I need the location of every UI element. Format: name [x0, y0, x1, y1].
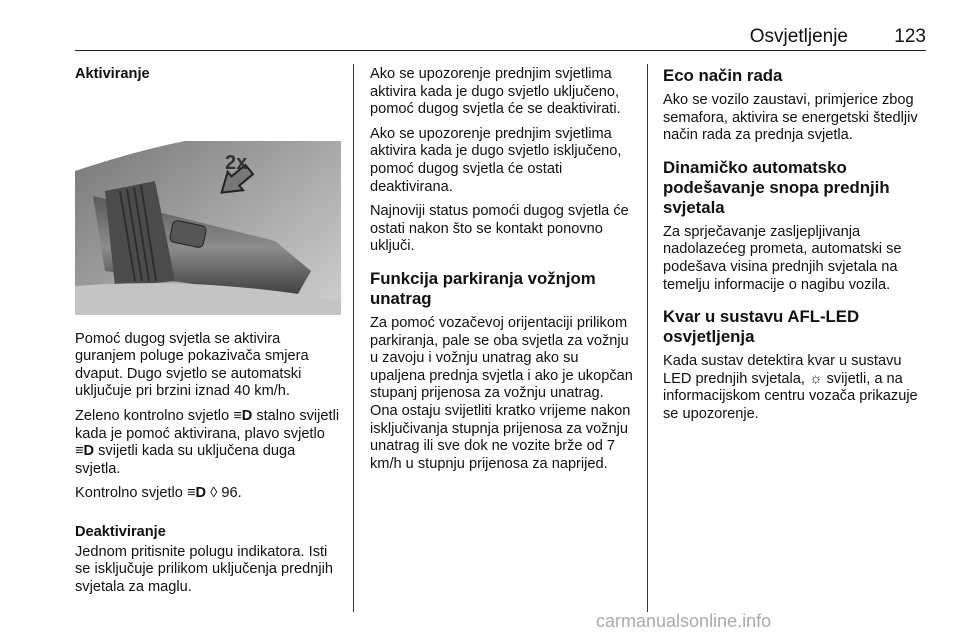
column-1: [75, 66, 341, 603]
section-heading-afl-fault: Kvar u sustavu AFL-LED osvjetljenja: [663, 307, 860, 347]
paragraph: [75, 485, 341, 503]
page-reference-icon: ◊: [210, 485, 218, 502]
lever-illustration: [75, 101, 341, 315]
page-number: 123: [894, 26, 926, 47]
push-twice-label: 2x: [225, 151, 248, 174]
section-heading-eco: Eco način rada: [663, 66, 783, 85]
page-reference: 96.: [221, 485, 242, 502]
paragraph: [663, 353, 925, 423]
paragraph: [75, 408, 341, 478]
high-beam-assist-icon: ≡D: [233, 407, 253, 424]
text-span: Kontrolno svjetlo: [75, 485, 183, 502]
column-2: [370, 66, 634, 480]
section-heading-aktiviranje: Aktiviranje: [75, 66, 150, 82]
headlight-fault-icon: ☼: [809, 370, 823, 387]
text-span: svijetli, a na informacijskom centru vozača prikazuje se upozorenje.: [663, 370, 918, 422]
paragraph: Ako se vozilo zaustavi, primjerice zbog semafora, aktivira se energetski štedljiv način rada za prednja svjetla.: [663, 92, 918, 144]
paragraph: Najnoviji status pomoći dugog svjetla će ostati nakon što se kontakt ponovno uključi.: [370, 203, 629, 255]
text-span: Kada sustav detektira kvar u sustavu LED prednjih svjetala,: [663, 353, 902, 387]
lever-photo: [75, 101, 341, 315]
text-span: svijetli kada su uključena duga svjetla.: [75, 443, 296, 477]
paragraph: Ako se upozorenje prednjim svjetlima aktivira kada je dugo svjetlo isključeno, pomoć dugog svjetla će ostati deaktivirana.: [370, 125, 622, 195]
text-span: stalno svijetli kada je pomoć aktivirana, plavo svjetlo: [75, 407, 340, 442]
paragraph: Za pomoć vozačevoj orijentaciji prilikom parkiranja, pale se oba svjetla za vožnju u zavoju i vožnju unatrag ako su upaljena prednja svjetla i ako je ukopčan stupanj prijenosa za vožnju unatrag. Ona ostaju svijetliti kratko vrijeme nakon isključivanja stupnja prijenosa za vožnju unatrag ili sve dok ne vozite brže od 7 km/h u stupnju prijenosa za naprijed.: [370, 314, 633, 472]
high-beam-assist-icon: ≡D: [186, 485, 207, 502]
section-heading-deaktiviranje: Deaktiviranje: [75, 523, 166, 540]
page-title: Osvjetljenje: [749, 26, 848, 47]
section-heading-parking: Funkcija parkiranja vožnjom unatrag: [370, 268, 596, 308]
page-header: [75, 24, 926, 51]
paragraph: Jednom pritisnite polugu indikatora. Isti se isključuje prilikom uključenja prednjih svjetala za maglu.: [75, 543, 333, 595]
column-3: [663, 66, 925, 431]
column-divider: [647, 64, 648, 612]
section-heading-dynamic-leveling: Dinamičko automatsko podešavanje snopa prednjih svjetala: [663, 157, 890, 217]
paragraph: Ako se upozorenje prednjim svjetlima aktivira kada je dugo svjetlo uključeno, pomoć dugog svjetla će se deaktivirati.: [370, 66, 621, 118]
paragraph: Za sprječavanje zasljepljivanja nadolazećeg prometa, automatski se podešava visina prednjih svjetala na temelju informacije o nagibu vozila.: [663, 223, 902, 293]
column-divider: [353, 64, 354, 612]
paragraph: Pomoć dugog svjetla se aktivira guranjem poluge pokazivača smjera dvaput. Dugo svjetlo se automatski uključuje pri brzini iznad 40 km/h.: [75, 330, 309, 400]
text-span: Zeleno kontrolno svjetlo: [75, 407, 230, 424]
watermark: carmanualsonline.info: [596, 611, 772, 631]
high-beam-icon: ≡D: [75, 443, 95, 460]
